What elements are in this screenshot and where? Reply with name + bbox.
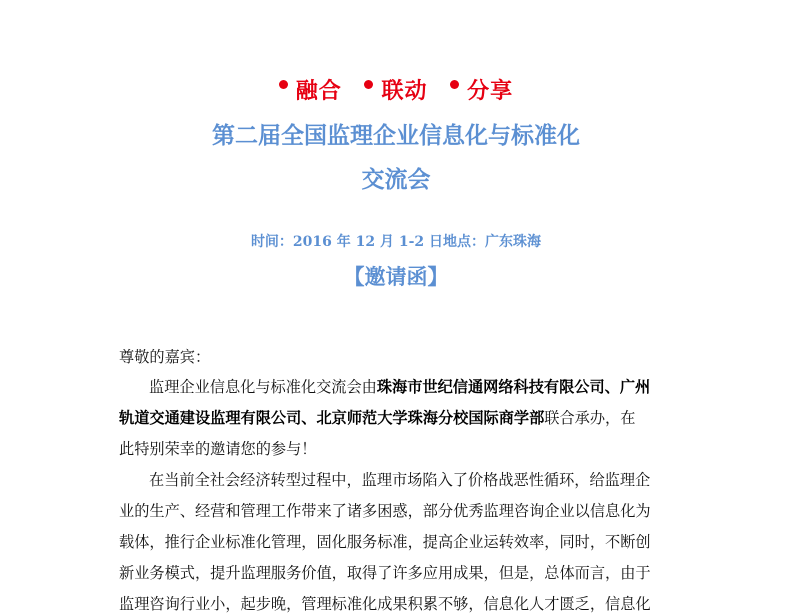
salutation: 尊敬的嘉宾： xyxy=(119,348,211,366)
slogan-item-2: 联动 xyxy=(364,78,427,104)
paragraph-1-line-2 xyxy=(119,407,635,428)
organizer-names: 珠海市世纪信通网络科技有限公司、广州 xyxy=(376,378,651,396)
paragraph-2-line-1: 在当前全社会经济转型过程中，监理市场陷入了价格战恶性循环，给监理企 xyxy=(149,471,651,489)
event-time-location: 时间：2016 年 12 月 1-2 日地点：广东珠海 xyxy=(250,234,542,250)
paragraph-1-line-1 xyxy=(149,376,650,397)
text-run: 监理企业信息化与标准化交流会由 xyxy=(149,378,377,396)
paragraph-2-line-3: 载体，推行企业标准化管理，固化服务标准，提高企业运转效率，同时，不断创 xyxy=(119,533,651,551)
slogan-item-1: 融合 xyxy=(279,78,342,104)
title-line-2: 交流会 xyxy=(361,166,431,193)
paragraph-2-line-5: 监理咨询行业小，起步晚，管理标准化成果积累不够，信息化人才匮乏，信息化 xyxy=(119,595,651,613)
bullet-dot-icon xyxy=(364,80,373,89)
organizer-names: 轨道交通建设监理有限公司、北京师范大学珠海分校国际商学部 xyxy=(119,409,545,427)
paragraph-1-line-3: 此特别荣幸的邀请您的参与！ xyxy=(119,440,317,458)
text-run: 联合承办，在 xyxy=(544,409,636,427)
slogan-line xyxy=(0,74,792,105)
bullet-dot-icon xyxy=(450,80,459,89)
paragraph-2-line-4: 新业务模式，提升监理服务价值，取得了许多应用成果，但是，总体而言，由于 xyxy=(119,564,651,582)
title-line-1: 第二届全国监理企业信息化与标准化 xyxy=(212,122,580,149)
paragraph-2-line-2: 业的生产、经营和管理工作带来了诸多困惑，部分优秀监理咨询企业以信息化为 xyxy=(119,502,651,520)
bullet-dot-icon xyxy=(279,80,288,89)
invitation-heading: 【邀请函】 xyxy=(343,264,449,289)
slogan-item-3: 分享 xyxy=(450,78,513,104)
